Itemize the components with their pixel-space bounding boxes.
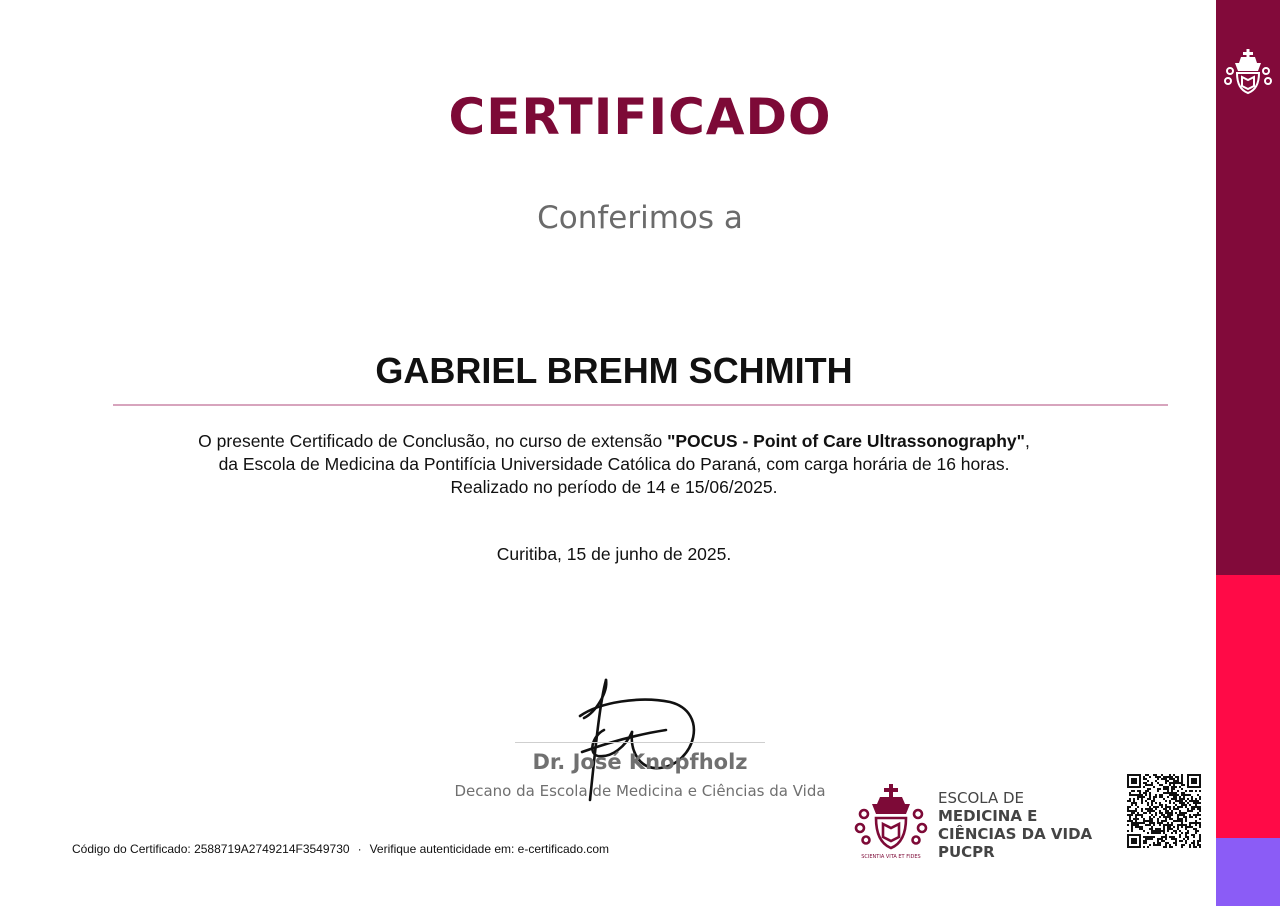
verification-note: Verifique autenticidade em: e-certificado.com <box>369 842 610 856</box>
body-line-1 <box>0 430 1228 453</box>
school-logo-text <box>938 789 1092 861</box>
certificate-body <box>0 430 1228 499</box>
school-crest-icon <box>852 782 930 862</box>
body-line-1-comma: , <box>1024 431 1030 451</box>
certificate-footer <box>72 842 609 856</box>
course-name: "POCUS - Point of Care Ultrassonography" <box>667 431 1025 451</box>
side-stripe-bottom <box>1216 838 1280 906</box>
name-underline <box>113 404 1168 406</box>
conferral-subtitle: Conferimos a <box>537 200 743 236</box>
qr-code-icon[interactable] <box>1127 774 1201 848</box>
side-stripe-middle <box>1216 575 1280 838</box>
school-line-4: PUCPR <box>938 843 995 861</box>
certificate-code: Código do Certificado: 2588719A2749214F3549730 <box>72 842 350 856</box>
recipient-name: GABRIEL BREHM SCHMITH <box>375 350 853 391</box>
certificate-title: CERTIFICADO <box>448 88 832 146</box>
signature-line <box>515 742 765 743</box>
body-line-1-text: O presente Certificado de Conclusão, no curso de extensão <box>198 431 668 451</box>
school-motto: SCIENTIA VITA ET FIDES <box>861 854 921 860</box>
body-line-2: da Escola de Medicina da Pontifícia Universidade Católica do Paraná, com carga horária de 16 horas. <box>218 454 1010 474</box>
school-line-2: MEDICINA E <box>938 807 1038 825</box>
signer-name: Dr. José Knopfholz <box>532 750 748 774</box>
body-line-3: Realizado no período de 14 e 15/06/2025. <box>450 477 778 497</box>
city-date: Curitiba, 15 de junho de 2025. <box>496 544 732 564</box>
footer-separator: · <box>357 842 362 856</box>
signer-title: Decano da Escola de Medicina e Ciências da Vida <box>454 782 826 800</box>
school-line-1: ESCOLA DE <box>938 789 1025 807</box>
school-line-3: CIÊNCIAS DA VIDA <box>938 825 1093 843</box>
